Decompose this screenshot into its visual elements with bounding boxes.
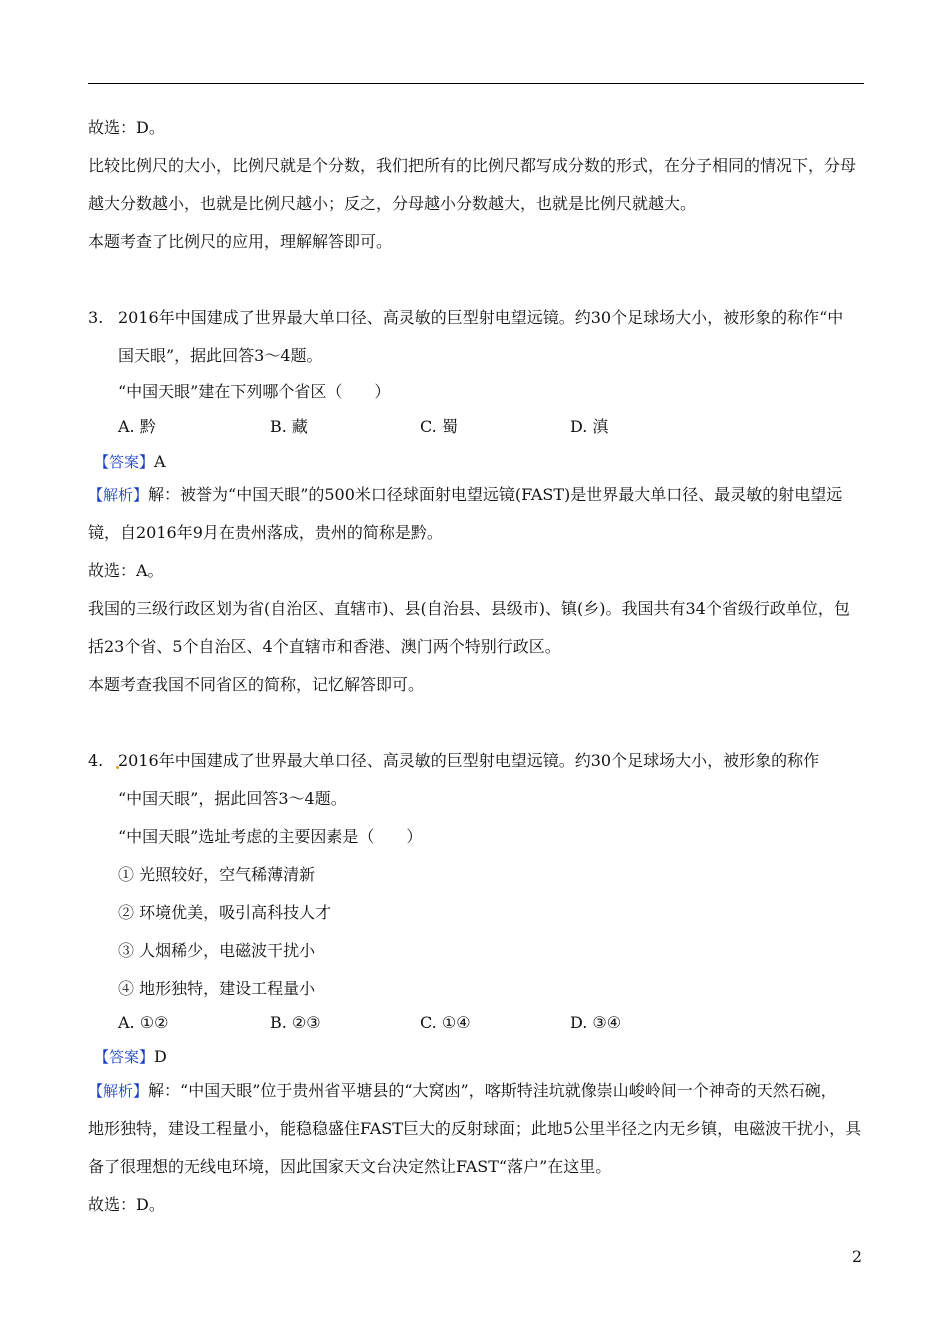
explanation-text: 比较比例尺的大小，比例尺就是个分数，我们把所有的比例尺都写成分数的形式，在分子相同的情况下，分母 [88, 156, 857, 175]
question-text: “中国天眼”选址考虑的主要因素是（ ） [118, 827, 423, 846]
option-d: D. ③④ [570, 1013, 622, 1032]
explanation-text: 越大分数越小，也就是比例尺越小；反之，分母越小分数越大，也就是比例尺就越大。 [88, 194, 697, 213]
explanation-text: 我国的三级行政区划为省(自治区、直辖市)、县(自治县、县级市)、镇(乡)。我国共有34个省级行政单位，包 [88, 599, 850, 618]
answer-tag: 【答案】 [94, 1048, 155, 1066]
statement-item: ③ 人烟稀少，电磁波干扰小 [118, 941, 316, 960]
analysis-text: 地形独特，建设工程量小，能稳稳盛住FAST巨大的反射球面；此地5公里半径之内无乡镇，电磁波干扰小，具 [88, 1119, 862, 1138]
question-stem: 2016年中国建成了世界最大单口径、高灵敏的巨型射电望远镜。约30个足球场大小，被形象的称作 [118, 751, 820, 770]
statement-item: ① 光照较好，空气稀薄清新 [118, 865, 316, 884]
header-rule [88, 83, 864, 84]
explanation-text: 括23个省、5个自治区、4个直辖市和香港、澳门两个特别行政区。 [88, 637, 561, 656]
option-c: C. ①④ [420, 1013, 471, 1032]
option-b: B. ②③ [270, 1013, 321, 1032]
statement-item: ② 环境优美，吸引高科技人才 [118, 903, 332, 922]
option-b: B. 藏 [270, 417, 308, 436]
answer-row [94, 451, 166, 473]
option-a: A. 黔 [118, 417, 156, 436]
analysis-text: 解：被誉为“中国天眼”的500米口径球面射电望远镜(FAST)是世界最大单口径、最灵敏的射电望远 [148, 485, 843, 504]
summary-text: 本题考查了比例尺的应用，理解解答即可。 [88, 232, 393, 251]
answer-line: 故选：D。 [88, 118, 165, 137]
analysis-tag: 【解析】 [88, 1082, 149, 1100]
option-a: A. ①② [118, 1013, 169, 1032]
page-number: 2 [851, 1247, 862, 1266]
statement-item: ④ 地形独特，建设工程量小 [118, 979, 316, 998]
answer-value: D [154, 1047, 167, 1066]
question-stem: “中国天眼”，据此回答3～4题。 [118, 789, 347, 808]
summary-text: 本题考查我国不同省区的简称，记忆解答即可。 [88, 675, 425, 694]
answer-value: A [154, 452, 166, 471]
analysis-text: 备了很理想的无线电环境，因此国家天文台决定然让FAST“落户”在这里。 [88, 1157, 612, 1176]
analysis-text: 解：“中国天眼”位于贵州省平塘县的“大窝凼”，喀斯特洼坑就像崇山峻岭间一个神奇的天然石碗， [148, 1081, 837, 1100]
answer-line: 故选：D。 [88, 1195, 165, 1214]
analysis-tag: 【解析】 [88, 486, 149, 504]
answer-line: 故选：A。 [88, 561, 164, 580]
analysis-row [88, 1080, 837, 1102]
answer-tag: 【答案】 [94, 453, 155, 471]
analysis-text: 镜，自2016年9月在贵州落成，贵州的简称是黔。 [88, 523, 443, 542]
question-number: 4. [88, 751, 104, 770]
answer-row [94, 1046, 167, 1068]
question-stem: 国天眼”，据此回答3～4题。 [118, 346, 323, 365]
question-number: 3. [88, 308, 104, 327]
analysis-row [88, 484, 842, 506]
question-stem: 2016年中国建成了世界最大单口径、高灵敏的巨型射电望远镜。约30个足球场大小，被形象的称作“中 [118, 308, 844, 327]
option-c: C. 蜀 [420, 417, 458, 436]
option-d: D. 滇 [570, 417, 609, 436]
question-text: “中国天眼”建在下列哪个省区（ ） [118, 382, 391, 401]
